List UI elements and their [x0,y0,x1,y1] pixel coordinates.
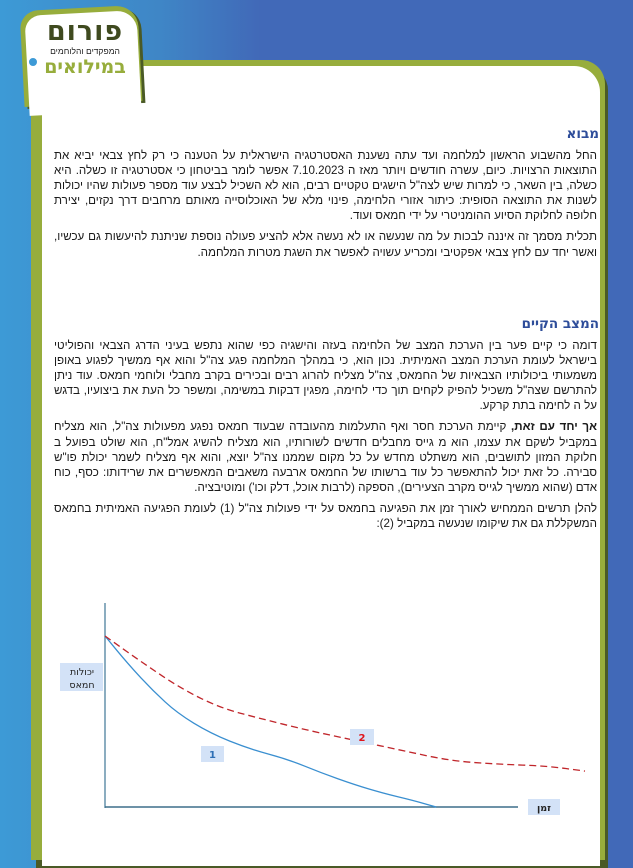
intro-paragraph: תכלית מסמך זה איננה לבכות על מה שנעשה או לא נעשה אלא להציע פעולה נוספת שניתנת להיעשות גם עכשיו, ואשר יחד עם לחץ צבאי אפקטיבי ומכריע עשויה לאפשר את השגת מטרות המלחמה. [54,230,597,259]
logo-title-secondary: במילואים [44,56,126,78]
y-axis-label: חמאס [69,680,95,691]
status-paragraph: דומה כי קיים פער בין הערכת המצב של הלחימה בעזה והישגיה כפי שהוא נתפש בעיני הדרג הצבאי והפוליטי בישראל לעומת הערכת המצב האמיתית. נכון הוא, כי במהלך המלחמה פגע צה"ל והוא אף ממשיך לפגוע באופן משמעותי ביכולותיו הצבאיות של החמאס, צה"ל מצליח להרוג רבים ובכירים בקרב מחבלי ולוחמי חמאס. עוד ניתן להתרשם שצה"ל משכיל להפיק לקחים תוך כדי לחימה, מפגין דבקות במשימה, ומשפר כל העת את ביצועיו, בדגש על ה לחימה בתת קרקע. [54,339,597,413]
heading-current-status: המצב הקיים [521,316,599,332]
logo-subtitle: המפקדים והלוחמים [50,46,120,56]
emphasis-text: אך יחד עם זאת, [511,420,597,434]
x-axis-label: זמן [537,803,551,814]
series-1-label: 1 [209,750,216,761]
status-paragraph: להלן תרשים הממחיש לאורך זמן את הפגיעה בחמאס על ידי פעולות צה"ל (1) לעומת הפגיעה האמיתית בחמאס המשקללת גם את שיקומו שנעשה במקביל (2): [54,501,597,531]
intro-paragraph: החל מהשבוע הראשון למלחמה ועד עתה נשענת האסטרטגיה הישראלית על הטענה כי רק לחץ צבאי יביא את התוצאות הרצויות. כיום, עשרה חודשים ויותר מאז ה 7.10.2023 אפשר לומר בביטחון כי אסטרטגיה זו כשלה. היא כשלה, בין השאר, כי למרות שיש לצה"ל הישגים טקטיים רבים, הוא לא השכיל לבצע עוד מספר פעולות שהיו יכולות לשנות את התוצאה הסופית: כיתור אזורי הלחימה, פינוי מלא של האוכלוסייה מאותם מרחבים דרך נקזים, יצירת חלופה לחלוקת הסיוע ההומניטרי על ידי חמאס ועוד. [54,149,597,223]
y-axis-label: יכולות [70,667,94,678]
heading-intro: מבוא [566,126,599,142]
logo-title: פורום [46,16,124,47]
series-2-label: 2 [358,733,366,744]
status-paragraph-text: קיימת הערכת חסר ואף התעלמות מהעובדה שבעוד חמאס נפגע מפעולות צה"ל, הוא מצליח במקביל לשקם את עצמו, הוא מ גייס מחבלים חדשים לשורותיו, הוא מצליח להשיג אמל"ח, הוא שולט בפועל ב חלוקת המזון לתושבים, הוא משתלט מחדש על כל מקום שממנו צה"ל יוצא, והוא אף מצליח לשמר יכולת פו"ש סבירה. כל זאת יכול להתאפשר כל עוד ברשותו של החמאס ארבעה משאבים המאפשרים את שרידותו: כסף, כוח אדם (שהוא ממשיך לגייס מקרב הצעירים), הספקה (לרבות אוכל, דלק וכו') ומוטיבציה. [54,420,597,494]
series-line-2 [105,636,585,771]
